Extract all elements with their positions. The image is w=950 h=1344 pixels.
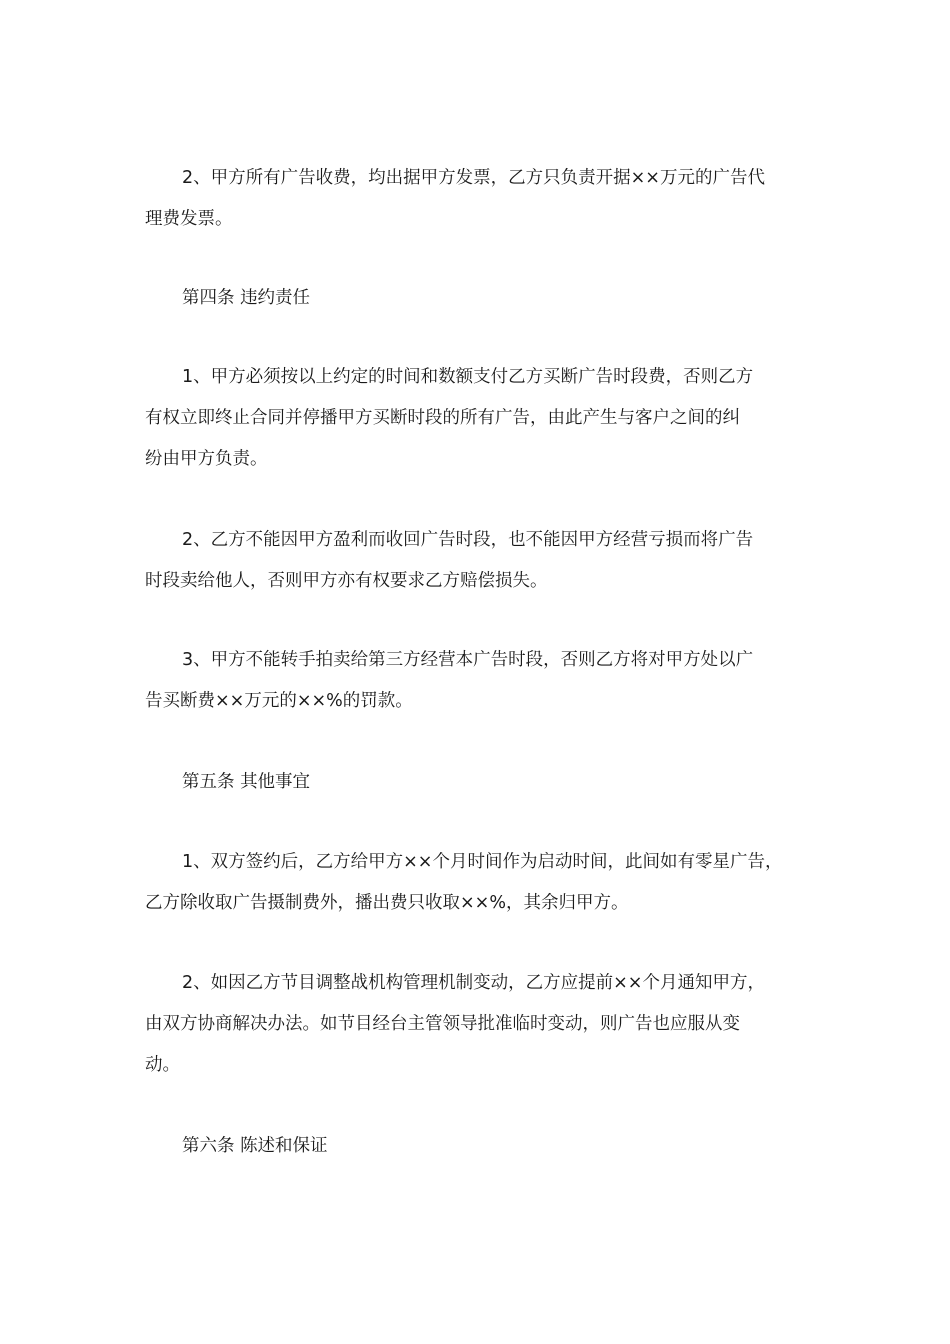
text-line: 时段卖给他人，否则甲方亦有权要求乙方赔偿损失。 xyxy=(145,571,548,591)
text-line: 纷由甲方负责。 xyxy=(145,449,268,469)
paragraph-advert-invoice xyxy=(145,158,825,240)
text-line: 动。 xyxy=(145,1055,180,1075)
text-line: 告买断费××万元的××%的罚款。 xyxy=(145,691,413,711)
text-line: 2、乙方不能因甲方盈利而收回广告时段，也不能因甲方经营亏损而将广告 xyxy=(182,530,754,550)
heading-article-4 xyxy=(145,278,825,319)
text-line: 1、甲方必须按以上约定的时间和数额支付乙方买断广告时段费，否则乙方 xyxy=(182,367,754,387)
text-line: 2、甲方所有广告收费，均出据甲方发票，乙方只负责开据××万元的广告代 xyxy=(182,168,765,188)
paragraph-breach-1 xyxy=(145,357,825,480)
text-line: 有权立即终止合同并停播甲方买断时段的所有广告，由此产生与客户之间的纠 xyxy=(145,408,740,428)
text-line: 由双方协商解决办法。如节目经台主管领导批准临时变动，则广告也应服从变 xyxy=(145,1014,740,1034)
section-heading: 第四条 违约责任 xyxy=(182,288,311,308)
paragraph-other-1 xyxy=(145,842,825,924)
text-line: 1、双方签约后，乙方给甲方××个月时间作为启动时间，此间如有零星广告， xyxy=(182,852,783,872)
text-line: 乙方除收取广告摄制费外，播出费只收取××%，其余归甲方。 xyxy=(145,893,629,913)
heading-article-5 xyxy=(145,762,825,803)
paragraph-other-2 xyxy=(145,963,825,1086)
text-line: 3、甲方不能转手拍卖给第三方经营本广告时段，否则乙方将对甲方处以广 xyxy=(182,650,754,670)
section-heading: 第五条 其他事宜 xyxy=(182,772,311,792)
paragraph-breach-3 xyxy=(145,640,825,722)
section-heading: 第六条 陈述和保证 xyxy=(182,1136,328,1156)
paragraph-breach-2 xyxy=(145,520,825,602)
heading-article-6 xyxy=(145,1126,825,1167)
text-line: 理费发票。 xyxy=(145,209,233,229)
text-line: 2、如因乙方节目调整战机构管理机制变动，乙方应提前××个月通知甲方， xyxy=(182,973,765,993)
